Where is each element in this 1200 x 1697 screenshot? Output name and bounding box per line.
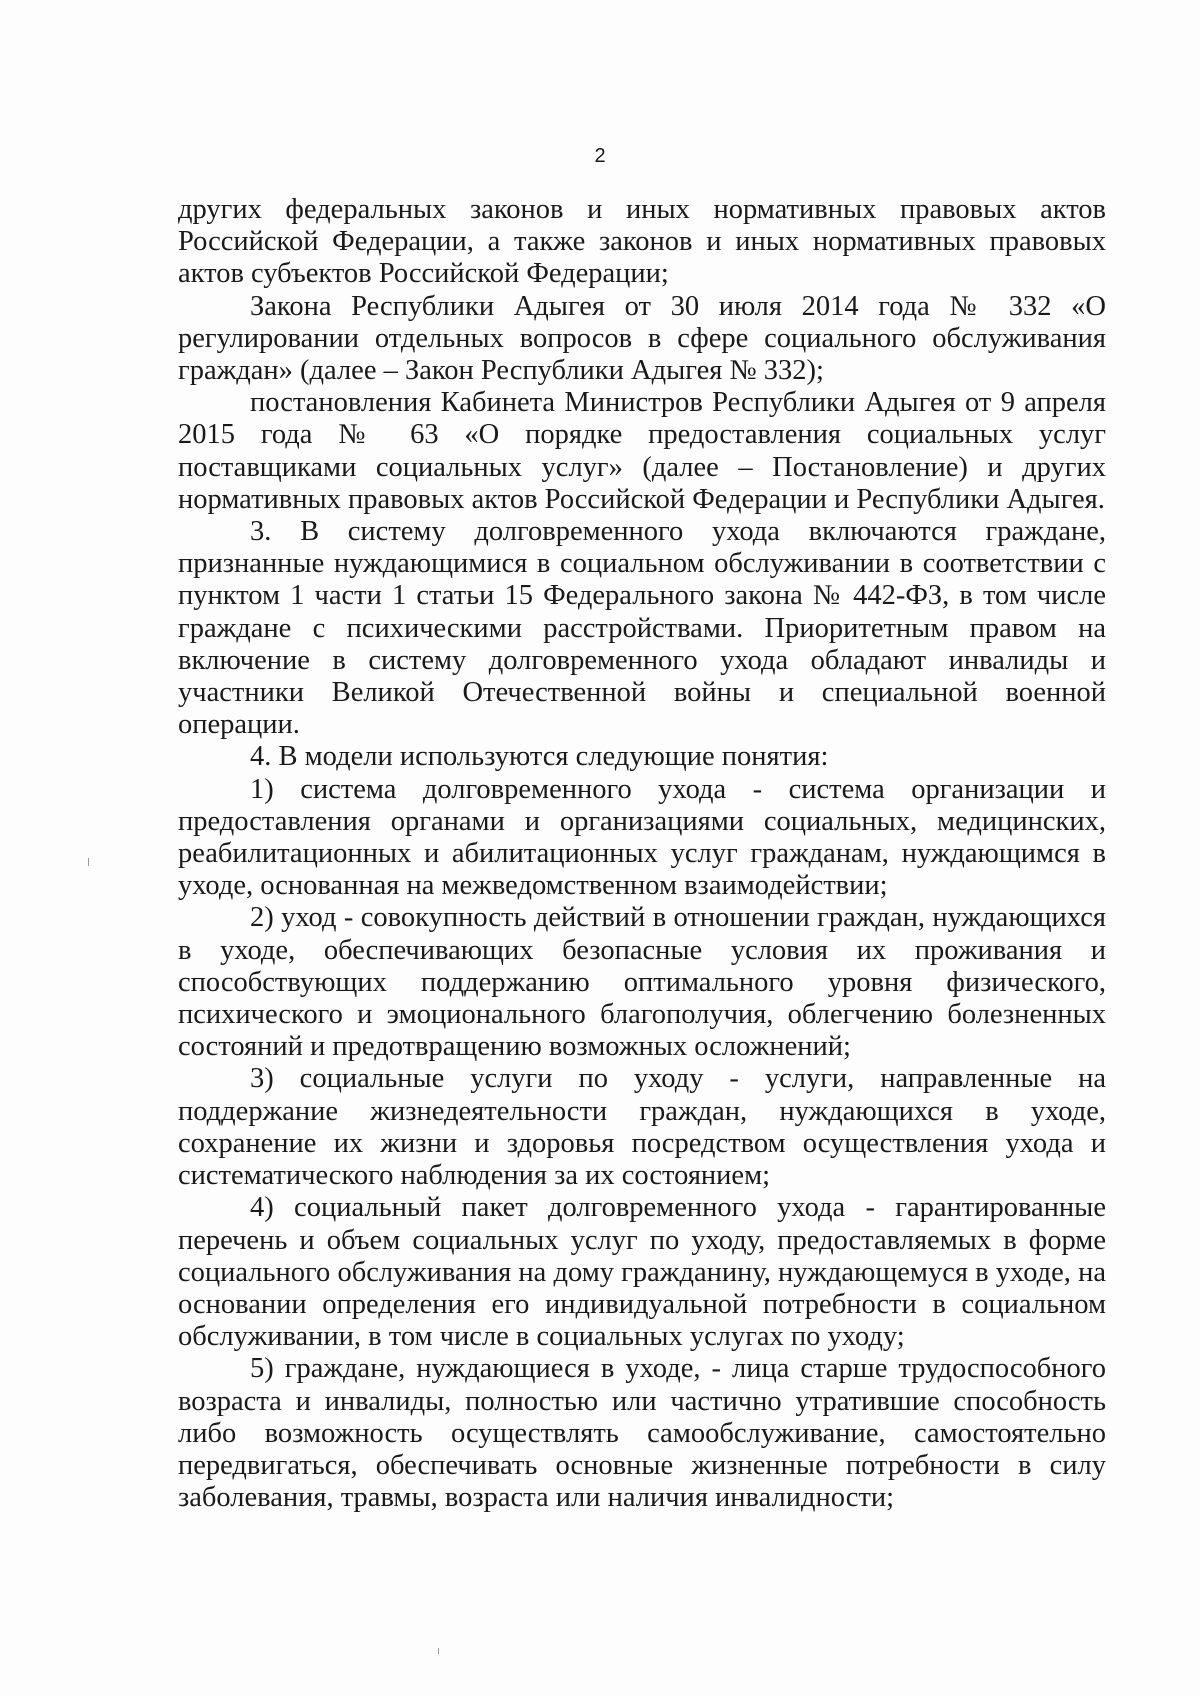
paragraph-continuation: других федеральных законов и иных нормативных правовых актов Российской Федерации, а также законов и иных нормативных правовых актов субъектов Российской Федерации; [178,194,1106,290]
paragraph-law-adygea: Закона Республики Адыгея от 30 июля 2014 года № 332 «О регулировании отдельных вопросов в сфере социального обслуживания граждан» (далее – Закон Республики Адыгея № 332); [178,290,1106,387]
paragraph-resolution: постановления Кабинета Министров Республики Адыгея от 9 апреля 2015 года № 63 «О порядке предоставления социальных услуг поставщиками социальных услуг» (далее – Постановление) и других нормативных правовых актов Российской Федерации и Республики Адыгея. [178,387,1106,515]
scan-speck [438,1648,439,1654]
paragraph-term-3: 3) социальные услуги по уходу - услуги, направленные на поддержание жизнедеятельности граждан, нуждающихся в уходе, сохранение их жизни и здоровья посредством осуществления ухода и систематического наблюдения за их состоянием; [178,1063,1106,1192]
document-body [178,194,1106,1514]
scan-speck [88,858,89,866]
paragraph-term-4: 4) социальный пакет долговременного ухода - гарантированные перечень и объем социальных услуг по уходу, предоставляемых в форме социального обслуживания на дому гражданину, нуждающемуся в уходе, на основании определения его индивидуальной потребности в социальном обслуживании, в том числе в социальных услугах по уходу; [178,1192,1106,1353]
paragraph-term-2: 2) уход - совокупность действий в отношении граждан, нуждающихся в уходе, обеспечивающих безопасные условия их проживания и способствующих поддержанию оптимального уровня физического, психического и эмоционального благополучия, облегчению болезненных состояний и предотвращению возможных осложнений; [178,902,1106,1063]
paragraph-item-3: 3. В систему долговременного ухода включаются граждане, признанные нуждающимися в социальном обслуживании в соответствии с пунктом 1 части 1 статьи 15 Федерального закона № 442-ФЗ, в том числе граждане с психическими расстройствами. Приоритетным правом на включение в систему долговременного ухода обладают инвалиды и участники Великой Отечественной войны и специальной военной операции. [178,516,1106,741]
paragraph-term-5: 5) граждане, нуждающиеся в уходе, - лица старше трудоспособного возраста и инвалиды, полностью или частично утратившие способность либо возможность осуществлять самообслуживание, самостоятельно передвигаться, обеспечивать основные жизненные потребности в силу заболевания, травмы, возраста или наличия инвалидности; [178,1353,1106,1514]
paragraph-item-4: 4. В модели используются следующие понятия: [250,741,829,773]
page-number: 2 [594,145,606,167]
paragraph-term-1: 1) система долговременного ухода - система организации и предоставления органами и организациями социальных, медицинских, реабилитационных и абилитационных услуг гражданам, нуждающимся в уходе, основанная на межведомственном взаимодействии; [178,773,1106,902]
